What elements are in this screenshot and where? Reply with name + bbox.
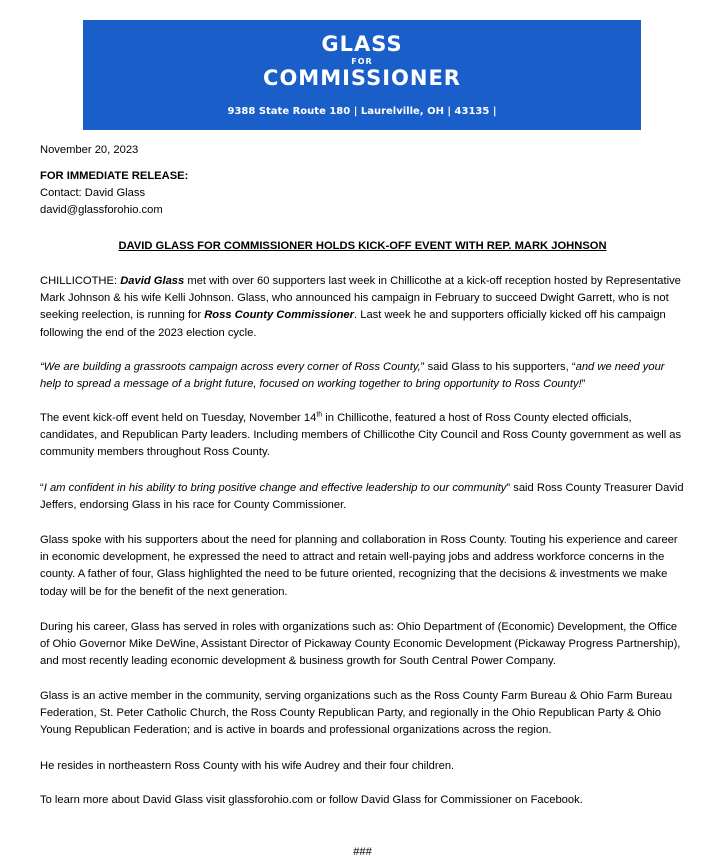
- letterhead-address: 9388 State Route 180 | Laurelville, OH | 43135 |: [227, 106, 497, 117]
- paragraph-quote-glass: [40, 359, 688, 393]
- paragraph-career: During his career, Glass has served in roles with organizations such as: Ohio Department of (Economic) Development, the Office of Ohio Governor Mike DeWine, Assistant Director of Pickaway County Economic Development (Pickaway Progress Partnership), and most recently leading economic development & business growth for South Central Power Company.: [40, 621, 681, 668]
- letterhead-title-glass: GLASS: [321, 32, 403, 56]
- paragraph-family: He resides in northeastern Ross County with his wife Audrey and their four children.: [40, 760, 455, 772]
- paragraph-community: Glass is an active member in the community, serving organizations such as the Ross County Farm Bureau & Ohio Farm Bureau Federation, St. Peter Catholic Church, the Ross County Republican Party, and regionally in the Ohio Republican Party & Ohio Young Republican Federation; and is active in boards and professional organizations across the region.: [40, 690, 673, 737]
- paragraph-learn-more: To learn more about David Glass visit glassforohio.com or follow David Glass for Commissioner on Facebook.: [40, 794, 583, 806]
- event-text-b: in Chillicothe, featured a host of Ross County elected officials, candidates, and Republican Party leaders. Including members of Chillicothe City Council and Ross County government as well as community members throughout Ross County.: [40, 412, 682, 459]
- release-label: FOR IMMEDIATE RELEASE:: [40, 170, 189, 182]
- release-info: [40, 168, 688, 220]
- jeffers-quote-open: “: [40, 482, 44, 494]
- office-name: Ross County Commissioner: [204, 309, 355, 322]
- paragraph-event: [40, 410, 688, 462]
- release-date: November 20, 2023: [40, 144, 139, 156]
- jeffers-attribution: ” said Ross County Treasurer David Jeffers, endorsing Glass in his race for County Commissioner.: [40, 482, 684, 512]
- paragraph-intro: [40, 273, 688, 342]
- quote-close: ”: [581, 378, 586, 391]
- contact-line: Contact: David Glass: [40, 187, 146, 200]
- quote-attribution: ” said Glass to his supporters, “: [420, 361, 576, 373]
- quote-part-b: and we need your help to spread a message of a bright future, focused on working together to bring opportunity to Ross County!: [40, 361, 665, 391]
- paragraph-quote-jeffers: [40, 480, 688, 514]
- event-text-a: The event kick-off event held on Tuesday, November 14: [40, 412, 317, 424]
- dateline: CHILLICOTHE:: [40, 275, 121, 287]
- paragraph-vision: Glass spoke with his supporters about the need for planning and collaboration in Ross County. Touting his experience and career in economic development, he expressed the need to attract and retain well-paying jobs and address workforce concerns in the county. A father of four, Glass highlighted the need to be future oriented, recognizing that the decisions & investments we make today will be for the benefit of the next generation.: [40, 534, 678, 598]
- ordinal-suffix: th: [316, 411, 323, 419]
- contact-email: david@glassforohio.com: [40, 204, 163, 217]
- quote-part-a: “We are building a grassroots campaign across every corner of Ross County,: [40, 361, 421, 373]
- end-mark: ###: [353, 846, 372, 858]
- letterhead-title-commissioner: COMMISSIONER: [263, 66, 461, 90]
- intro-text-b: . Last week he and supporters officially kicked off his campaign following the end of the 2023 election cycle.: [40, 309, 666, 339]
- headline: DAVID GLASS FOR COMMISSIONER HOLDS KICK-OFF EVENT WITH REP. MARK JOHNSON: [118, 240, 607, 252]
- letterhead-banner: [83, 20, 641, 130]
- letterhead-title-for: FOR: [351, 57, 373, 66]
- intro-text-a: met with over 60 supporters last week in Chillicothe at a kick-off reception hosted by Representative Mark Johnson & his wife Kelli Johnson. Glass, who announced his campaign in February to succeed Dwight Garrett, who is not seeking reelection, is running for: [40, 275, 681, 322]
- jeffers-quote: I am confident in his ability to bring positive change and effective leadership to our community: [43, 482, 507, 494]
- candidate-name: David Glass: [120, 275, 185, 287]
